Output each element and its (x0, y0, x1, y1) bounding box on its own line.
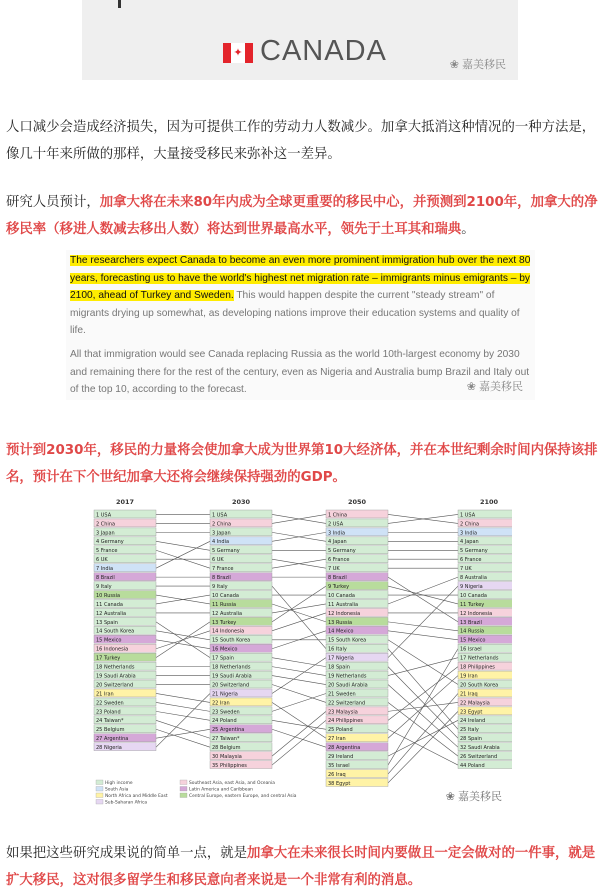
rank-link (156, 693, 210, 747)
rank-link (156, 541, 210, 568)
rank-label: 11 Canada (96, 601, 123, 608)
rank-label: 17 Turkey (96, 655, 121, 662)
rank-label: 5 Germany (212, 548, 240, 555)
rank-label: 12 Australia (96, 610, 127, 617)
rank-label: 7 India (96, 566, 114, 573)
quote-highlight: The researchers expect Canada to become an even more prominent immigration hub over the next 80 years, forecasting us to have the world's highest net migration rate – immigrants minus emigrants – by 2100, ahead of Turkey and Sweden. (70, 255, 531, 301)
rank-label: 26 Iraq (328, 771, 346, 778)
column-year-2100: 2100 (479, 498, 499, 506)
wechat-icon: ❀ (445, 789, 455, 803)
rank-label: 27 Argentina (96, 736, 129, 743)
gdp-ranking-chart (88, 494, 512, 808)
rank-label: 3 India (460, 530, 478, 537)
rank-link (156, 640, 210, 649)
rank-link (388, 693, 458, 774)
rank-label: 1 USA (460, 512, 476, 519)
rank-link (272, 711, 326, 756)
rank-link (388, 667, 458, 721)
paragraph-2: 研究人员预计，加拿大将在未来80年内成为全球更重要的移民中心，并预测到2100年，加拿大的净移民率（移进人数减去移出人数）将达到世界最高水平，领先于土耳其和瑞典。 (6, 195, 598, 237)
legend-swatch (180, 793, 187, 798)
watermark-text: 嘉美移民 (462, 58, 506, 71)
rank-label: 21 Sweden (328, 691, 356, 698)
rank-label: 6 UK (96, 557, 108, 564)
rank-label: 11 Australia (328, 601, 359, 608)
quote-rest: This would happen despite the current "steady stream" of migrants drying up somewhat, as developing nations improve their education systems and quality of life. (70, 290, 520, 336)
rank-label: 20 Saudi Arabia (328, 682, 368, 689)
rank-label: 18 Philippines (460, 664, 495, 671)
rank-label: 24 Poland (212, 718, 237, 725)
rank-label: 4 Japan (460, 539, 479, 546)
rank-link (272, 702, 326, 738)
rank-link (272, 676, 326, 685)
rank-label: 21 Iran (96, 691, 114, 698)
rank-label: 16 Italy (328, 646, 347, 653)
rank-label: 22 Switzerland (328, 700, 366, 707)
rank-label: 23 Egypt (460, 709, 483, 716)
rank-label: 4 Germany (96, 539, 124, 546)
rank-label: 1 USA (96, 512, 112, 519)
legend-label: Latin America and Caribbean (189, 787, 253, 793)
rank-link (388, 577, 458, 604)
rank-label: 14 Indonesia (212, 628, 245, 635)
rank-label: 5 Germany (460, 548, 488, 555)
legend-label: Southeast Asia, east Asia, and Oceania (189, 781, 275, 787)
rank-label: 20 South Korea (460, 682, 499, 689)
rank-label: 6 France (460, 557, 482, 564)
rank-label: 28 Argentina (328, 745, 361, 752)
rank-label: 16 Indonesia (96, 646, 129, 653)
paragraph-4 (6, 840, 598, 890)
watermark-text: 嘉美移民 (479, 380, 523, 393)
ranking-svg (88, 494, 512, 808)
rank-link (272, 720, 326, 729)
rank-label: 22 Sweden (96, 700, 124, 707)
rank-label: 14 Mexico (328, 628, 354, 635)
canada-banner-image (82, 0, 518, 80)
rank-label: 4 Japan (328, 539, 347, 546)
rank-label: 25 Italy (460, 727, 479, 734)
legend-label: South Asia (105, 787, 129, 793)
rank-label: 13 Brazil (460, 619, 482, 626)
rank-label: 9 Turkey (328, 583, 350, 590)
rank-label: 18 Spain (328, 664, 350, 671)
rank-label: 20 Switzerland (212, 682, 250, 689)
watermark-text: 嘉美移民 (458, 790, 502, 803)
rank-label: 12 Indonesia (328, 610, 361, 617)
rank-label: 9 Nigeria (460, 583, 483, 590)
rank-label: 35 Israel (328, 762, 350, 769)
rank-label: 21 Nigeria (212, 691, 238, 698)
paragraph-3-highlight: 预计到2030年，移民的力量将会使加拿大成为世界第10大经济体，并在本世纪剩余时间内保持该排名，预计在下个世纪加拿大还将会继续保持强劲的GDP。 (6, 443, 598, 485)
rank-link (272, 667, 326, 676)
rank-link (156, 541, 210, 550)
canada-flag-icon (223, 43, 253, 63)
chart-watermark (446, 788, 502, 804)
rank-label: 2 China (460, 521, 480, 528)
rank-link (272, 586, 326, 622)
rank-label: 13 Turkey (212, 619, 237, 626)
rank-label: 17 Nigeria (328, 655, 354, 662)
rank-link (388, 577, 458, 622)
quote-watermark (467, 378, 523, 394)
legend-swatch (96, 787, 103, 792)
rank-label: 23 Sweden (212, 709, 240, 716)
banner-country-name: CANADA (260, 35, 387, 67)
rank-link (272, 729, 326, 747)
banner-watermark (450, 56, 506, 72)
rank-label: 10 Canada (460, 592, 487, 599)
rank-link (272, 586, 326, 649)
rank-link (156, 720, 210, 738)
paragraph-4-lead: 如果把这些研究成果说的简单一点，就是 (6, 846, 248, 861)
legend-label: Sub-Saharan Africa (105, 800, 148, 806)
rank-link (388, 720, 458, 756)
rank-label: 18 Netherlands (96, 664, 135, 671)
wechat-icon: ❀ (466, 379, 476, 393)
rank-label: 28 Spain (460, 736, 482, 743)
rank-link (388, 649, 458, 730)
legend-swatch (96, 793, 103, 798)
rank-label: 15 Mexico (96, 637, 122, 644)
rank-label: 6 France (328, 557, 350, 564)
rank-label: 25 Argentina (212, 727, 245, 734)
quote-paragraph-1 (70, 252, 532, 340)
column-year-2017: 2017 (115, 498, 135, 506)
rank-label: 3 Japan (212, 530, 231, 537)
rank-label: 11 Turkey (460, 601, 485, 608)
rank-label: 19 Iran (460, 673, 478, 680)
rank-label: 35 Philippines (212, 762, 247, 769)
rank-link (156, 631, 210, 640)
rank-label: 13 Russia (328, 619, 353, 626)
rank-link (156, 729, 210, 747)
rank-label: 24 Philippines (328, 718, 363, 725)
rank-label: 8 Brazil (96, 575, 115, 581)
rank-link (388, 622, 458, 631)
rank-label: 2 China (96, 521, 116, 528)
legend-swatch (180, 787, 187, 792)
rank-link (156, 702, 210, 711)
rank-label: 38 Egypt (328, 780, 351, 787)
rank-link (272, 613, 326, 631)
rank-link (272, 658, 326, 667)
rank-label: 4 India (212, 539, 230, 546)
rank-label: 7 UK (460, 566, 472, 573)
rank-label: 10 Canada (328, 592, 355, 599)
paragraph-2-highlight: 加拿大将在未来80年内成为全球更重要的移民中心，并预测到2100年，加拿大的净移民率（移进人数减去移出人数）将达到世界最高水平，领先于土耳其和瑞典 (6, 195, 598, 237)
paragraph-1: 人口减少会造成经济损失，因为可提供工作的劳动力人数减少。加拿大抵消这种情况的一种方法是，像几十年来所做的那样，大量接受移民来弥补这一差异。 (6, 120, 596, 162)
rank-link (272, 604, 326, 622)
rank-label: 8 Brazil (328, 575, 347, 581)
rank-label: 23 Poland (96, 709, 121, 716)
rank-link (272, 604, 326, 613)
rank-link (156, 711, 210, 720)
legend-swatch (96, 800, 103, 805)
rank-label: 7 UK (328, 566, 340, 573)
rank-link (272, 693, 326, 711)
rank-label: 1 China (328, 512, 348, 519)
maple-leaf-icon: ✦ (233, 46, 243, 59)
rank-label: 25 Poland (328, 727, 353, 734)
rank-label: 19 Saudi Arabia (212, 673, 252, 680)
rank-label: 17 Netherlands (460, 655, 499, 662)
rank-label: 27 Iran (328, 736, 346, 743)
rank-label: 11 Russia (212, 601, 237, 608)
rank-link (388, 667, 458, 739)
rank-label: 19 Netherlands (328, 673, 367, 680)
rank-label: 8 Australia (460, 575, 487, 581)
rank-label: 29 Ireland (328, 754, 354, 760)
rank-label: 18 Netherlands (212, 664, 251, 671)
rank-label: 24 Ireland (460, 718, 486, 725)
rank-label: 12 Indonesia (460, 610, 493, 617)
rank-label: 2 USA (328, 521, 344, 528)
quote-paragraph-2: All that immigration would see Canada replacing Russia as the world 10th-largest economy by 2030 and remaining there for the rest of the century, even as Nigeria and Australia bump Brazil and Italy out of the top 10, according to the forecast. (70, 349, 530, 395)
rank-label: 32 Saudi Arabia (460, 745, 500, 752)
rank-label: 14 South Korea (96, 628, 135, 635)
rank-label: 16 Mexico (212, 646, 238, 653)
rank-label: 14 Russia (460, 628, 485, 635)
rank-link (388, 640, 458, 685)
rank-label: 2 China (212, 521, 232, 528)
rank-label: 20 Switzerland (96, 682, 134, 689)
legend-swatch (96, 780, 103, 785)
wechat-icon: ❀ (449, 57, 459, 71)
rank-label: 13 Spain (96, 619, 118, 626)
rank-link (388, 685, 458, 748)
rank-label: 9 Italy (96, 583, 112, 590)
column-year-2030: 2030 (231, 498, 251, 506)
rank-label: 3 India (328, 530, 346, 537)
rank-label: 15 South Korea (212, 637, 251, 644)
rank-label: 10 Russia (96, 592, 121, 599)
rank-link (388, 586, 458, 658)
rank-label: 3 Japan (96, 530, 115, 537)
rank-label: 26 Switzerland (460, 754, 498, 760)
legend-label: Central Europe, eastern Europe, and central Asia (189, 794, 297, 800)
rank-label: 19 Saudi Arabia (96, 673, 136, 680)
rank-label: 1 USA (212, 512, 228, 519)
rank-label: 21 Iraq (460, 691, 478, 698)
rank-label: 9 Italy (212, 583, 228, 590)
rank-label: 8 Brazil (212, 575, 231, 581)
rank-label: 17 Spain (212, 655, 234, 662)
person-silhouette (118, 0, 121, 8)
rank-link (272, 658, 326, 694)
legend-label: High income (105, 781, 133, 787)
rank-link (388, 631, 458, 640)
rank-label: 22 Iran (212, 700, 230, 707)
rank-label: 7 France (212, 566, 234, 573)
rank-label: 15 South Korea (328, 637, 367, 644)
rank-label: 5 France (96, 548, 118, 555)
rank-label: 5 Germany (328, 548, 356, 555)
rank-label: 27 Taiwan* (212, 736, 240, 743)
rank-label: 12 Australia (212, 610, 243, 617)
rank-label: 28 Belgium (212, 745, 241, 752)
rank-label: 30 Malaysia (212, 754, 242, 760)
rank-link (156, 729, 210, 738)
rank-label: 10 Canada (212, 592, 239, 599)
rank-label: 15 Mexico (460, 637, 486, 644)
paragraph-2-lead: 研究人员预计， (6, 195, 100, 210)
english-quote-image (66, 250, 535, 400)
rank-link (388, 649, 458, 765)
rank-label: 22 Malaysia (460, 700, 490, 707)
column-year-2050: 2050 (347, 498, 367, 506)
rank-label: 28 Nigeria (96, 745, 122, 752)
rank-link (156, 693, 210, 702)
rank-label: 6 UK (212, 557, 224, 564)
rank-label: 24 Taiwan* (96, 718, 124, 725)
rank-label: 16 Israel (460, 646, 482, 653)
paragraph-3 (6, 437, 598, 491)
legend-swatch (180, 780, 187, 785)
rank-label: 23 Malaysia (328, 709, 358, 716)
rank-label: 44 Poland (460, 762, 485, 769)
legend-label: North Africa and Middle East (105, 794, 168, 800)
paragraph-4-highlight: 加拿大在未来很长时间内要做且一定会做对的一件事，就是扩大移民，这对很多留学生和移民意向者来说是一个非常有利的消息。 (6, 846, 596, 888)
rank-label: 25 Belgium (96, 727, 125, 734)
rank-link (272, 720, 326, 765)
rank-link (272, 685, 326, 703)
